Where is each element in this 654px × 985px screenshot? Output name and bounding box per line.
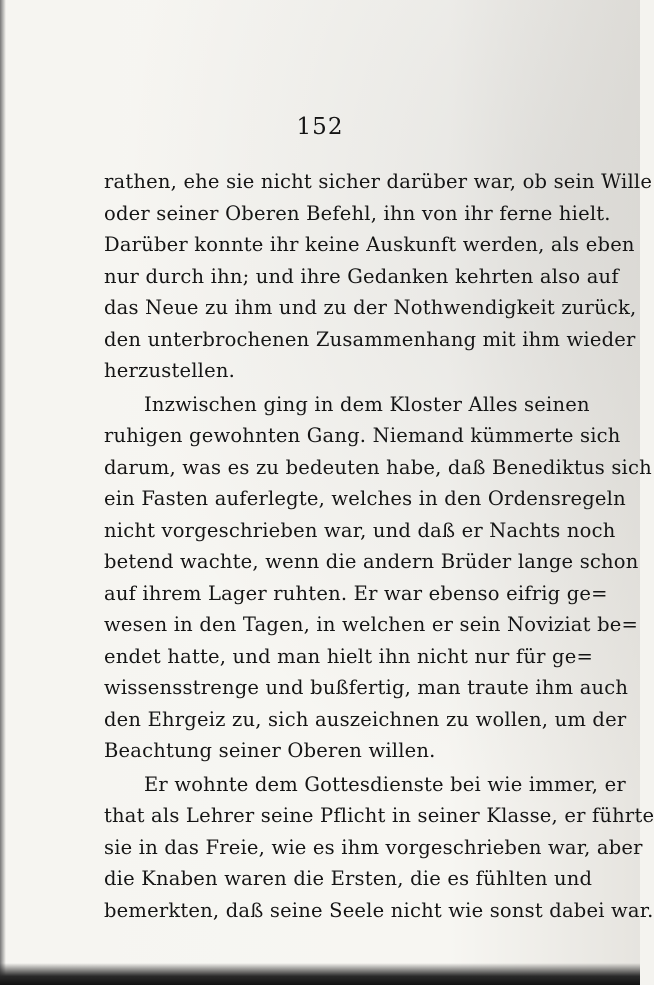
text-line: bemerkten, daß seine Seele nicht wie sonst dabei war. bbox=[104, 898, 654, 922]
paragraph-3 bbox=[104, 769, 654, 927]
text-line: ruhigen gewohnten Gang. Niemand kümmerte sich bbox=[104, 424, 621, 447]
text-line: darum, was es zu bedeuten habe, daß Benediktus sich bbox=[104, 455, 652, 479]
text-line: that als Lehrer seine Pflicht in seiner Klasse, er führte bbox=[104, 804, 654, 827]
text-line: sie in das Freie, wie es ihm vorgeschrieben war, aber bbox=[104, 835, 643, 859]
text-line: den Ehrgeiz zu, sich auszeichnen zu wollen, um der bbox=[104, 707, 627, 731]
text-line: nur durch ihn; und ihre Gedanken kehrten also auf bbox=[104, 264, 619, 288]
paragraph-1 bbox=[104, 166, 653, 387]
text-line: wissensstrenge und bußfertig, man traute ihm auch bbox=[104, 676, 629, 699]
page-shadow-left bbox=[0, 0, 6, 985]
text-line: oder seiner Oberen Befehl, ihn von ihr ferne hielt. bbox=[104, 201, 611, 225]
text-line: endet hatte, und man hielt ihn nicht nur für ge= bbox=[104, 644, 593, 668]
page-number: 152 bbox=[296, 114, 344, 140]
text-line: rathen, ehe sie nicht sicher darüber war, ob sein Wille bbox=[104, 170, 653, 193]
text-line: ein Fasten auferlegte, welches in den Ordensregeln bbox=[104, 487, 626, 510]
paragraph-2 bbox=[104, 389, 652, 767]
text-line: betend wachte, wenn die andern Brüder lange schon bbox=[104, 550, 639, 573]
text-line: den unterbrochenen Zusammenhang mit ihm wieder bbox=[104, 327, 636, 351]
text-line: die Knaben waren die Ersten, die es fühlten und bbox=[104, 867, 593, 890]
body-text bbox=[104, 166, 654, 926]
text-line: Beachtung seiner Oberen willen. bbox=[104, 739, 436, 762]
text-line: nicht vorgeschrieben war, und daß er Nachts noch bbox=[104, 518, 616, 542]
text-line: wesen in den Tagen, in welchen er sein Noviziat be= bbox=[104, 613, 639, 636]
page-shadow-bottom bbox=[0, 963, 640, 985]
text-line: Er wohnte dem Gottesdienste bei wie immer, er bbox=[144, 772, 626, 796]
text-line: Inzwischen ging in dem Kloster Alles seinen bbox=[144, 392, 590, 416]
text-line: Darüber konnte ihr keine Auskunft werden, als eben bbox=[104, 233, 635, 256]
text-line: das Neue zu ihm und zu der Nothwendigkeit zurück, bbox=[104, 296, 637, 319]
text-line: herzustellen. bbox=[104, 359, 236, 382]
text-line: auf ihrem Lager ruhten. Er war ebenso eifrig ge= bbox=[104, 581, 608, 605]
